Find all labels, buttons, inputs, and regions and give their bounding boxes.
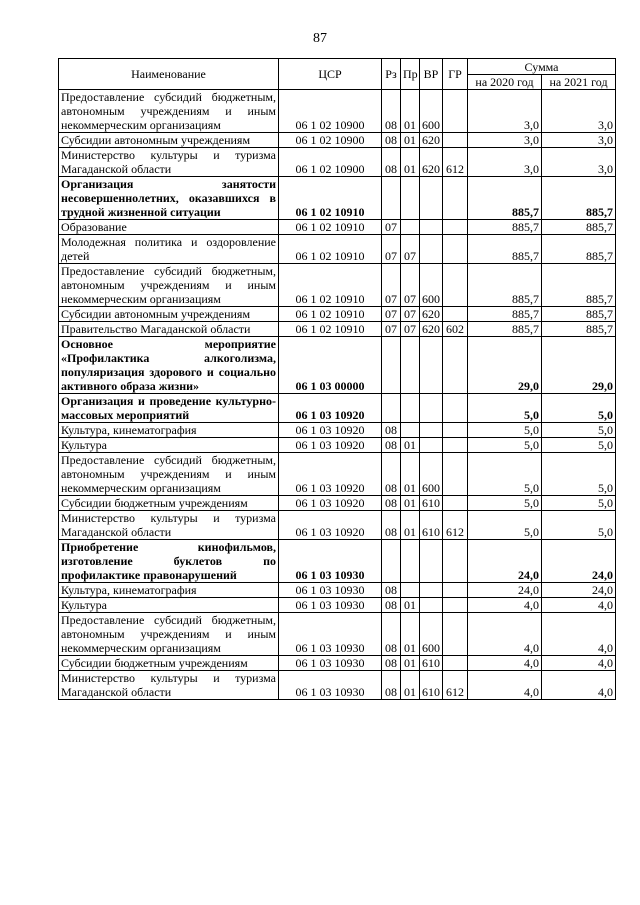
cell-pr: 01	[401, 90, 420, 133]
cell-gr	[443, 177, 468, 220]
cell-vr: 600	[420, 264, 443, 307]
table-row	[59, 322, 616, 337]
header-sum: Сумма	[468, 59, 616, 75]
cell-csr: 06 1 03 10930	[279, 598, 382, 613]
cell-vr: 610	[420, 656, 443, 671]
cell-sum-2021: 3,0	[542, 133, 616, 148]
cell-vr: 600	[420, 613, 443, 656]
cell-csr: 06 1 02 10910	[279, 235, 382, 264]
cell-pr	[401, 423, 420, 438]
cell-vr	[420, 583, 443, 598]
table-row	[59, 90, 616, 133]
cell-pr: 07	[401, 235, 420, 264]
cell-csr: 06 1 03 10930	[279, 656, 382, 671]
cell-sum-2020: 885,7	[468, 177, 542, 220]
cell-sum-2021: 4,0	[542, 656, 616, 671]
cell-vr	[420, 540, 443, 583]
cell-name: Министерство культуры и туризма Магаданской области	[59, 148, 279, 177]
cell-gr	[443, 394, 468, 423]
cell-sum-2021: 885,7	[542, 220, 616, 235]
table-body	[59, 90, 616, 700]
cell-csr: 06 1 03 10930	[279, 613, 382, 656]
cell-vr	[420, 177, 443, 220]
cell-name: Культура	[59, 438, 279, 453]
cell-csr: 06 1 03 10920	[279, 394, 382, 423]
cell-sum-2021: 5,0	[542, 423, 616, 438]
cell-sum-2020: 885,7	[468, 235, 542, 264]
cell-name: Субсидии автономным учреждениям	[59, 133, 279, 148]
cell-gr	[443, 598, 468, 613]
cell-csr: 06 1 02 10910	[279, 177, 382, 220]
cell-sum-2020: 24,0	[468, 583, 542, 598]
cell-csr: 06 1 03 10920	[279, 496, 382, 511]
cell-gr	[443, 90, 468, 133]
cell-name: Субсидии бюджетным учреждениям	[59, 496, 279, 511]
cell-name: Правительство Магаданской области	[59, 322, 279, 337]
cell-pr: 01	[401, 613, 420, 656]
cell-sum-2020: 5,0	[468, 394, 542, 423]
header-year-2021: на 2021 год	[542, 75, 616, 90]
cell-rz: 08	[382, 496, 401, 511]
table-row	[59, 264, 616, 307]
cell-sum-2020: 3,0	[468, 133, 542, 148]
header-rz: Рз	[382, 59, 401, 90]
cell-gr: 612	[443, 511, 468, 540]
cell-name: Культура	[59, 598, 279, 613]
cell-sum-2021: 4,0	[542, 671, 616, 700]
cell-name: Министерство культуры и туризма Магаданской области	[59, 511, 279, 540]
cell-vr: 620	[420, 307, 443, 322]
cell-vr: 610	[420, 496, 443, 511]
cell-pr	[401, 177, 420, 220]
cell-pr	[401, 394, 420, 423]
cell-vr	[420, 337, 443, 394]
cell-gr	[443, 540, 468, 583]
cell-name: Основное мероприятие «Профилактика алкоголизма, популяризация здорового и социально активного образа жизни»	[59, 337, 279, 394]
cell-csr: 06 1 03 10930	[279, 583, 382, 598]
cell-rz: 08	[382, 90, 401, 133]
cell-gr	[443, 264, 468, 307]
table-row	[59, 656, 616, 671]
cell-vr: 620	[420, 133, 443, 148]
cell-pr: 01	[401, 133, 420, 148]
cell-vr: 610	[420, 511, 443, 540]
cell-rz: 07	[382, 307, 401, 322]
cell-sum-2021: 5,0	[542, 511, 616, 540]
cell-gr	[443, 453, 468, 496]
table-row	[59, 453, 616, 496]
cell-sum-2020: 885,7	[468, 307, 542, 322]
table-row	[59, 511, 616, 540]
cell-gr	[443, 220, 468, 235]
cell-rz: 08	[382, 671, 401, 700]
cell-name: Предоставление субсидий бюджетным, автономным учреждениям и иным некоммерческим организациям	[59, 453, 279, 496]
cell-gr	[443, 235, 468, 264]
cell-pr: 07	[401, 307, 420, 322]
cell-sum-2020: 885,7	[468, 322, 542, 337]
table-row	[59, 235, 616, 264]
cell-rz: 07	[382, 220, 401, 235]
cell-sum-2020: 3,0	[468, 148, 542, 177]
cell-sum-2020: 885,7	[468, 264, 542, 307]
cell-name: Молодежная политика и оздоровление детей	[59, 235, 279, 264]
cell-rz: 07	[382, 264, 401, 307]
cell-vr	[420, 394, 443, 423]
cell-vr: 610	[420, 671, 443, 700]
cell-sum-2020: 4,0	[468, 671, 542, 700]
cell-name: Министерство культуры и туризма Магаданской области	[59, 671, 279, 700]
table-row	[59, 671, 616, 700]
cell-csr: 06 1 02 10910	[279, 322, 382, 337]
cell-vr: 620	[420, 148, 443, 177]
cell-vr	[420, 235, 443, 264]
cell-sum-2020: 5,0	[468, 511, 542, 540]
cell-rz: 08	[382, 598, 401, 613]
cell-gr	[443, 656, 468, 671]
cell-csr: 06 1 03 10920	[279, 423, 382, 438]
table-row	[59, 540, 616, 583]
table-row	[59, 438, 616, 453]
cell-csr: 06 1 02 10900	[279, 90, 382, 133]
cell-sum-2020: 4,0	[468, 656, 542, 671]
cell-sum-2020: 29,0	[468, 337, 542, 394]
table-row	[59, 583, 616, 598]
cell-pr	[401, 337, 420, 394]
cell-csr: 06 1 03 10920	[279, 453, 382, 496]
table-row	[59, 598, 616, 613]
cell-pr: 01	[401, 598, 420, 613]
cell-csr: 06 1 03 10930	[279, 671, 382, 700]
cell-csr: 06 1 02 10900	[279, 133, 382, 148]
cell-gr: 602	[443, 322, 468, 337]
cell-name: Предоставление субсидий бюджетным, автономным учреждениям и иным некоммерческим организациям	[59, 264, 279, 307]
cell-csr: 06 1 02 10910	[279, 307, 382, 322]
cell-name: Субсидии бюджетным учреждениям	[59, 656, 279, 671]
cell-sum-2020: 5,0	[468, 453, 542, 496]
table-row	[59, 423, 616, 438]
header-pr: Пр	[401, 59, 420, 90]
cell-csr: 06 1 03 10930	[279, 540, 382, 583]
header-csr: ЦСР	[279, 59, 382, 90]
cell-csr: 06 1 03 00000	[279, 337, 382, 394]
cell-sum-2020: 5,0	[468, 423, 542, 438]
cell-gr	[443, 423, 468, 438]
cell-rz: 08	[382, 453, 401, 496]
header-vr: ВР	[420, 59, 443, 90]
cell-pr: 07	[401, 322, 420, 337]
cell-sum-2021: 4,0	[542, 598, 616, 613]
table-row	[59, 337, 616, 394]
cell-sum-2021: 5,0	[542, 496, 616, 511]
cell-pr: 01	[401, 496, 420, 511]
cell-name: Культура, кинематография	[59, 423, 279, 438]
cell-rz: 08	[382, 438, 401, 453]
table-row	[59, 133, 616, 148]
cell-sum-2021: 3,0	[542, 90, 616, 133]
cell-vr	[420, 438, 443, 453]
table-row	[59, 177, 616, 220]
cell-rz: 08	[382, 583, 401, 598]
cell-gr	[443, 496, 468, 511]
cell-vr: 600	[420, 453, 443, 496]
cell-sum-2021: 24,0	[542, 540, 616, 583]
cell-vr	[420, 423, 443, 438]
cell-sum-2021: 24,0	[542, 583, 616, 598]
cell-csr: 06 1 03 10920	[279, 511, 382, 540]
cell-sum-2021: 29,0	[542, 337, 616, 394]
cell-gr	[443, 583, 468, 598]
table-row	[59, 148, 616, 177]
cell-sum-2020: 4,0	[468, 598, 542, 613]
cell-pr: 01	[401, 148, 420, 177]
table-row	[59, 613, 616, 656]
cell-name: Культура, кинематография	[59, 583, 279, 598]
cell-name: Предоставление субсидий бюджетным, автономным учреждениям и иным некоммерческим организациям	[59, 90, 279, 133]
header-gr: ГР	[443, 59, 468, 90]
cell-sum-2021: 885,7	[542, 307, 616, 322]
cell-csr: 06 1 03 10920	[279, 438, 382, 453]
cell-pr	[401, 540, 420, 583]
cell-vr	[420, 220, 443, 235]
cell-name: Субсидии автономным учреждениям	[59, 307, 279, 322]
cell-pr: 01	[401, 511, 420, 540]
cell-gr: 612	[443, 671, 468, 700]
cell-csr: 06 1 02 10910	[279, 220, 382, 235]
cell-name: Приобретение кинофильмов, изготовление буклетов по профилактике правонарушений	[59, 540, 279, 583]
cell-pr	[401, 583, 420, 598]
cell-gr: 612	[443, 148, 468, 177]
cell-sum-2020: 3,0	[468, 90, 542, 133]
cell-rz: 08	[382, 423, 401, 438]
cell-name: Предоставление субсидий бюджетным, автономным учреждениям и иным некоммерческим организациям	[59, 613, 279, 656]
cell-sum-2021: 5,0	[542, 394, 616, 423]
cell-sum-2021: 4,0	[542, 613, 616, 656]
cell-sum-2021: 3,0	[542, 148, 616, 177]
page-number: 87	[313, 31, 327, 46]
cell-rz: 08	[382, 613, 401, 656]
cell-sum-2021: 885,7	[542, 235, 616, 264]
cell-sum-2020: 24,0	[468, 540, 542, 583]
cell-sum-2021: 885,7	[542, 322, 616, 337]
cell-gr	[443, 307, 468, 322]
cell-rz: 08	[382, 656, 401, 671]
cell-rz: 07	[382, 322, 401, 337]
cell-rz	[382, 177, 401, 220]
cell-rz: 08	[382, 133, 401, 148]
cell-rz	[382, 540, 401, 583]
cell-pr: 01	[401, 453, 420, 496]
table-row	[59, 307, 616, 322]
cell-name: Образование	[59, 220, 279, 235]
cell-pr: 01	[401, 438, 420, 453]
cell-csr: 06 1 02 10910	[279, 264, 382, 307]
cell-rz	[382, 337, 401, 394]
header-name: Наименование	[59, 59, 279, 90]
cell-pr: 07	[401, 264, 420, 307]
cell-gr	[443, 438, 468, 453]
cell-rz: 08	[382, 148, 401, 177]
cell-sum-2021: 885,7	[542, 177, 616, 220]
cell-rz: 07	[382, 235, 401, 264]
cell-sum-2020: 5,0	[468, 438, 542, 453]
cell-csr: 06 1 02 10900	[279, 148, 382, 177]
cell-gr	[443, 133, 468, 148]
cell-vr: 600	[420, 90, 443, 133]
cell-sum-2021: 885,7	[542, 264, 616, 307]
header-year-2020: на 2020 год	[468, 75, 542, 90]
cell-sum-2021: 5,0	[542, 453, 616, 496]
cell-name: Организация и проведение культурно-массовых мероприятий	[59, 394, 279, 423]
cell-sum-2020: 885,7	[468, 220, 542, 235]
cell-sum-2021: 5,0	[542, 438, 616, 453]
table-row	[59, 220, 616, 235]
cell-name: Организация занятости несовершеннолетних, оказавшихся в трудной жизненной ситуации	[59, 177, 279, 220]
cell-vr: 620	[420, 322, 443, 337]
cell-pr: 01	[401, 671, 420, 700]
table-row	[59, 394, 616, 423]
budget-table	[58, 58, 616, 700]
cell-vr	[420, 598, 443, 613]
table-row	[59, 496, 616, 511]
cell-gr	[443, 613, 468, 656]
cell-gr	[443, 337, 468, 394]
cell-sum-2020: 5,0	[468, 496, 542, 511]
cell-rz: 08	[382, 511, 401, 540]
cell-pr: 01	[401, 656, 420, 671]
cell-sum-2020: 4,0	[468, 613, 542, 656]
cell-rz	[382, 394, 401, 423]
cell-pr	[401, 220, 420, 235]
